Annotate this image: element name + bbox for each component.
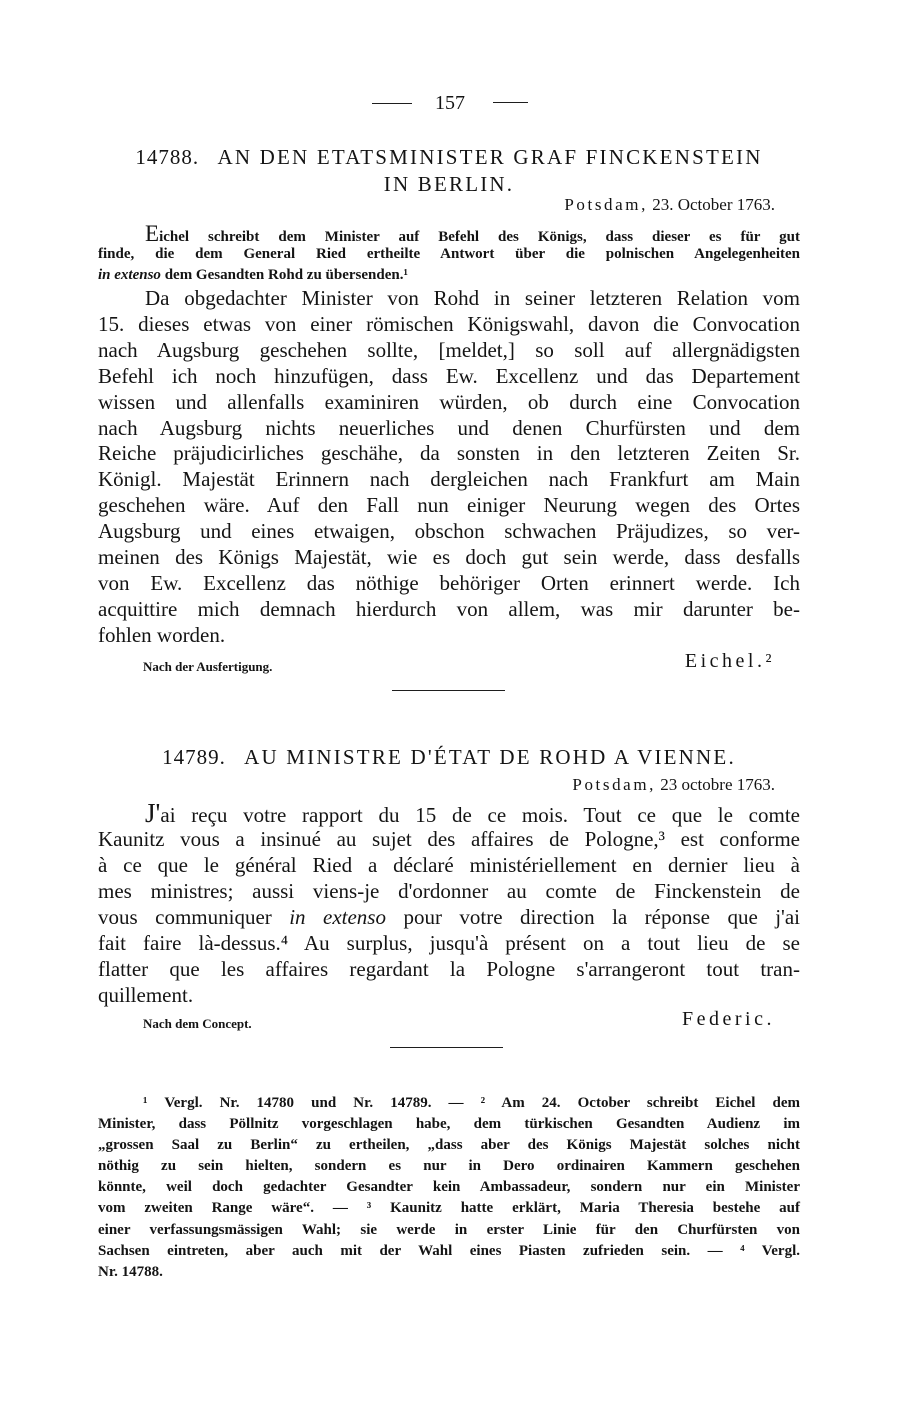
letter-addressee: AN DEN ETATSMINISTER GRAF FINCKENSTEIN bbox=[217, 145, 763, 169]
body-line: à ce que le général Ried a déclaré ministériellement en dernier lieu à bbox=[98, 853, 800, 877]
body-line: geschehen wäre. Auf den Fall nun einiger Neurung wegen des Ortes bbox=[98, 493, 800, 518]
letter-number: 14788. bbox=[135, 145, 200, 169]
letter-heading bbox=[98, 144, 800, 170]
signature: Eichel.² bbox=[684, 650, 775, 672]
letter-heading bbox=[98, 744, 800, 770]
body-line: 15. dieses etwas von einer römischen Königswahl, davon die Convocation bbox=[98, 311, 800, 336]
body-line: von Ew. Excellenz das nöthige behöriger Orten erinnert werde. Ich bbox=[98, 570, 800, 595]
body-line: Reiche präjudicirliches geschähe, da sonsten in den letzteren Zeiten Sr. bbox=[98, 441, 800, 466]
page-number: 157 bbox=[435, 92, 465, 114]
letter-number: 14789. bbox=[162, 745, 226, 769]
body-line: nach Augsburg geschehen sollte, [meldet,] so soll auf allergnädigsten bbox=[98, 337, 800, 362]
date: 23 octobre 1763. bbox=[660, 775, 775, 794]
body-line: fohlen worden. bbox=[98, 622, 226, 647]
body-text-segment: pour votre direction la réponse que j'ai bbox=[403, 905, 800, 929]
body-text-segment: vous communiquer bbox=[98, 905, 272, 929]
footnote-line: könnte, weil doch gedachter Gesandter kein Ambassadeur, sondern nur ein Minister bbox=[98, 1179, 800, 1196]
italic-phrase: in extenso bbox=[289, 905, 386, 929]
footnotes bbox=[98, 1093, 800, 1283]
place: Potsdam, bbox=[564, 195, 648, 214]
body-line: mes ministres; aussi viens-je d'ordonner au comte de Finckenstein de bbox=[98, 879, 800, 903]
footnote-line: nöthig zu sein hielten, sondern es nur in Dero ordinairen Kammern geschehen bbox=[98, 1158, 800, 1175]
footnote-line: Sachsen eintreten, aber auch mit der Wahl eines Piasten zufrieden sein. — ⁴ Vergl. bbox=[98, 1242, 800, 1259]
body-line: Augsburg und eines etwaigen, obschon schwachen Präjudizes, so ver- bbox=[98, 519, 800, 544]
letter-heading-location: IN BERLIN. bbox=[383, 172, 515, 196]
footnote-line: vom zweiten Range wäre“. — ³ Kaunitz hatte erklärt, Maria Theresia bestehe auf bbox=[98, 1200, 800, 1217]
footnote-line: einer verfassungsmässigen Wahl; sie werde in erster Linie für den Churfürsten von bbox=[98, 1221, 800, 1238]
source-note: Nach dem Concept. bbox=[143, 1016, 252, 1031]
section-rule bbox=[392, 690, 505, 691]
body-line: flatter que les affaires regardant la Pologne s'arrangeront tout tran- bbox=[98, 957, 800, 981]
body-line: Kaunitz vous a insinué au sujet des affaires de Pologne,³ est conforme bbox=[98, 827, 800, 851]
letter-addressee: AU MINISTRE D'ÉTAT DE ROHD A VIENNE. bbox=[244, 745, 736, 769]
italic-phrase: in extenso bbox=[98, 267, 161, 283]
body-line bbox=[98, 904, 800, 930]
summary bbox=[98, 223, 800, 286]
body-line: quillement. bbox=[98, 983, 194, 1007]
summary-text: dem Gesandten Rohd zu übersenden.¹ bbox=[164, 267, 408, 283]
body-line: nach Augsburg nichts neuerliches und denen Churfürsten und dem bbox=[98, 415, 800, 440]
body-line: Da obgedachter Minister von Rohd in seiner letzteren Relation vom bbox=[145, 286, 800, 310]
summary-line bbox=[98, 265, 800, 286]
body-line: Befehl ich noch hinzufügen, dass Ew. Excellenz und das Departement bbox=[98, 363, 800, 388]
footnote-line: Minister, dass Pöllnitz vorgeschlagen habe, dem türkischen Gesandten Audienz im bbox=[98, 1116, 800, 1133]
footnote-line: Nr. 14788. bbox=[98, 1263, 163, 1280]
source-note: Nach der Ausfertigung. bbox=[143, 659, 273, 674]
body-line: fait faire là-dessus.⁴ Au surplus, jusqu'à présent on a tout lieu de se bbox=[98, 931, 800, 955]
signature: Federic. bbox=[682, 1008, 775, 1030]
body-line: wissen und allenfalls examiniren würden, ob durch eine Convocation bbox=[98, 389, 800, 414]
body-line: J'ai reçu votre rapport du 15 de ce mois. Tout ce que le comte bbox=[145, 798, 800, 828]
footnote-line: „grossen Saal zu Berlin“ zu ertheilen, „dass aber des Königs Majestät solches nicht bbox=[98, 1137, 800, 1154]
dateline bbox=[572, 774, 775, 796]
date: 23. October 1763. bbox=[652, 195, 775, 214]
body-text bbox=[98, 286, 800, 649]
header-rule-right bbox=[493, 102, 528, 103]
section-rule bbox=[390, 1047, 503, 1048]
summary-line: Eichel schreibt dem Minister auf Befehl des Königs, dass dieser es für gut bbox=[145, 221, 800, 246]
place: Potsdam, bbox=[572, 775, 657, 794]
body-line: meinen des Königs Majestät, wie es doch gut sein werde, dass desfalls bbox=[98, 545, 800, 570]
summary-line: finde, die dem General Ried ertheilte Antwort über die polnischen Angelegenheiten bbox=[98, 246, 800, 262]
body-line: acquittire mich demnach hierdurch von allem, was mir darunter be- bbox=[98, 596, 800, 621]
body-line: Königl. Majestät Erinnern nach dergleichen nach Frankfurt am Main bbox=[98, 467, 800, 492]
dateline bbox=[564, 194, 775, 216]
body-text bbox=[98, 800, 800, 1008]
footnote-line: ¹ Vergl. Nr. 14780 und Nr. 14789. — ² Am 24. October schreibt Eichel dem bbox=[143, 1095, 800, 1111]
